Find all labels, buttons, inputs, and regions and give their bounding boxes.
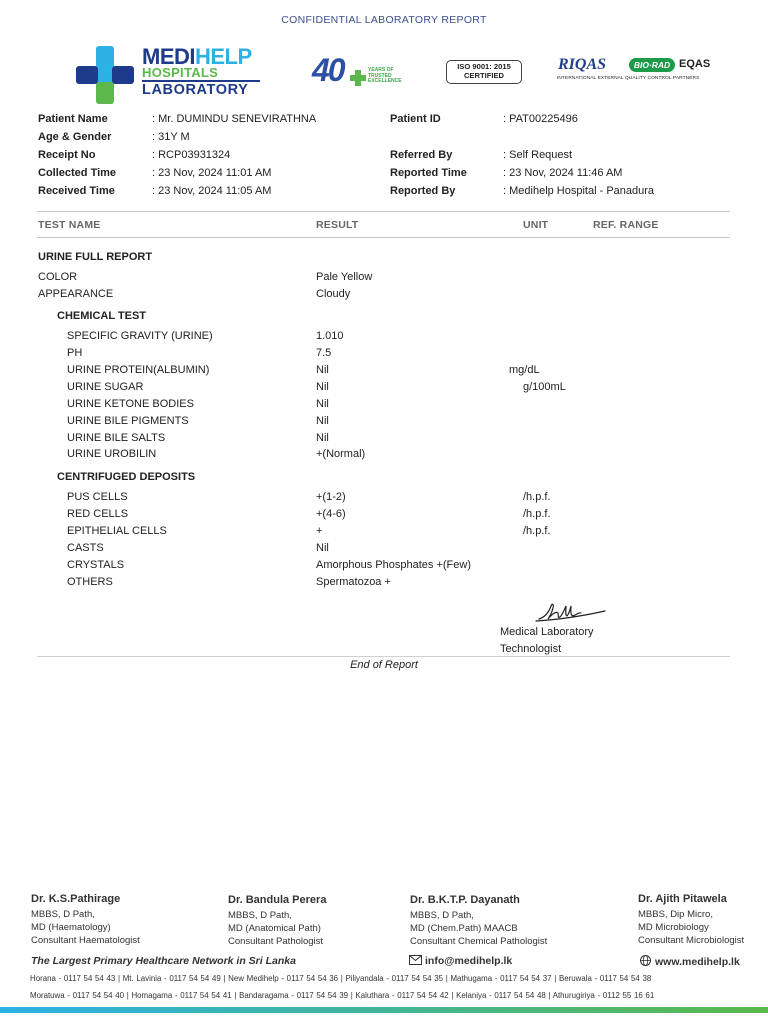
doctor-title: Consultant Chemical Pathologist (410, 936, 548, 947)
chemical-test-title: CHEMICAL TEST (57, 310, 147, 322)
test-unit: /h.p.f. (523, 525, 551, 537)
test-unit: mg/dL (509, 364, 540, 376)
received-time-label: Received Time (38, 185, 115, 197)
patient-name: : Mr. DUMINDU SENEVIRATHNA (152, 113, 317, 125)
signature-title-line1: Medical Laboratory (500, 626, 594, 638)
col-result: RESULT (316, 219, 359, 231)
age-gender: : 31Y M (152, 131, 190, 143)
test-result: +(4-6) (316, 508, 346, 520)
eqas-logo: EQAS (679, 58, 711, 70)
referred-by: : Self Request (503, 149, 573, 161)
mail-icon (409, 955, 422, 965)
branches-row-1: Horana - 0117 54 54 43 | Mt. Lavinia - 0117 54 54 49 | New Medihelp - 0117 54 54 36 | Piliyandala - 0117 54 54 35 | Mathugama - 0117 54 54 37 | Beruwala - 0117 54 54 38 (30, 974, 652, 983)
footer-website[interactable]: www.medihelp.lk (640, 955, 740, 968)
anniversary-number: 40 (312, 52, 344, 88)
receipt-label: Receipt No (38, 149, 96, 161)
footer-color-bar (0, 1007, 768, 1013)
test-name: PUS CELLS (67, 491, 128, 503)
test-name: URINE KETONE BODIES (67, 398, 194, 410)
doctor-title: Consultant Haematologist (31, 935, 140, 946)
reported-by: : Medihelp Hospital - Panadura (503, 185, 655, 197)
col-unit: UNIT (523, 219, 549, 231)
test-name: URINE PROTEIN(ALBUMIN) (67, 364, 210, 376)
patient-id-label: Patient ID (390, 113, 441, 125)
age-gender-label: Age & Gender (38, 131, 112, 143)
doctor-title: Consultant Microbiologist (638, 935, 745, 946)
referred-by-label: Referred By (390, 149, 453, 161)
patient-id: : PAT00225496 (503, 113, 578, 125)
anniversary-text: YEARS OF TRUSTED EXCELLENCE (368, 67, 402, 84)
doctor-title: Consultant Pathologist (228, 936, 324, 947)
doctor-card (410, 894, 547, 948)
branches-row-2: Moratuwa - 0117 54 54 40 | Homagama - 0117 54 54 41 | Bandaragama - 0117 54 54 39 | Kaluthara - 0117 54 54 42 | Kelaniya - 0117 54 54 48 | Athurugiriya - 0112 55 16 61 (30, 991, 655, 1000)
test-result: Amorphous Phosphates +(Few) (316, 559, 471, 571)
test-result: 1.010 (316, 330, 344, 342)
test-result: Nil (316, 398, 329, 410)
test-result: Nil (316, 364, 329, 376)
doctor-qual: MD (Anatomical Path) (228, 923, 321, 934)
test-result: Cloudy (316, 288, 351, 300)
test-result: +(Normal) (316, 448, 366, 460)
reported-by-label: Reported By (390, 185, 456, 197)
test-name: APPEARANCE (38, 288, 114, 300)
test-result: Spermatozoa + (316, 576, 391, 588)
brand-hospitals: HOSPITALS (142, 65, 219, 80)
test-name: RED CELLS (67, 508, 129, 520)
test-unit: /h.p.f. (523, 508, 551, 520)
doctor-name: Dr. Ajith Pitawela (638, 893, 727, 905)
doctor-qual: MD (Haematology) (31, 922, 111, 933)
report-section-title: URINE FULL REPORT (38, 251, 153, 263)
riqas-logo: RIQAS (558, 56, 607, 73)
footer-tagline: The Largest Primary Healthcare Network in Sri Lanka (31, 955, 296, 967)
brand-laboratory: LABORATORY (142, 82, 249, 98)
collected-time-label: Collected Time (38, 167, 117, 179)
test-name: SPECIFIC GRAVITY (URINE) (67, 330, 213, 342)
plus-icon (350, 70, 366, 86)
test-result: 7.5 (316, 347, 332, 359)
test-name: EPITHELIAL CELLS (67, 525, 167, 537)
test-name: URINE SUGAR (67, 381, 144, 393)
table-header-rule (37, 237, 730, 238)
end-of-report: End of Report (350, 659, 418, 671)
test-name: URINE BILE PIGMENTS (67, 415, 189, 427)
test-unit: /h.p.f. (523, 491, 551, 503)
test-result: Nil (316, 381, 329, 393)
doctor-qual: MBBS, Dip Micro, (638, 909, 713, 920)
iso-certified-badge: ISO 9001: 2015 CERTIFIED (446, 60, 522, 84)
biorad-logo: BIO·RAD (629, 58, 675, 72)
test-result: Nil (316, 432, 329, 444)
doctor-qual: MBBS, D Path, (410, 910, 474, 921)
test-result: +(1-2) (316, 491, 346, 503)
test-result: Nil (316, 542, 329, 554)
test-result: + (316, 525, 323, 537)
signature-title-line2: Technologist (500, 643, 562, 655)
doctor-name: Dr. Bandula Perera (228, 894, 327, 906)
test-unit: g/100mL (523, 381, 566, 393)
received-time: : 23 Nov, 2024 11:05 AM (152, 185, 272, 197)
test-result: Pale Yellow (316, 271, 373, 283)
test-result: Nil (316, 415, 329, 427)
doctor-qual: MBBS, D Path, (31, 909, 95, 920)
test-name: CASTS (67, 542, 104, 554)
technologist-signature (533, 600, 607, 624)
doctor-qual: MD (Chem.Path) MAACB (410, 923, 518, 934)
doctor-card (638, 893, 744, 947)
col-test-name: TEST NAME (38, 219, 101, 231)
test-name: CRYSTALS (67, 559, 125, 571)
centrifuged-deposits-title: CENTRIFUGED DEPOSITS (57, 471, 196, 483)
doctor-card (31, 893, 140, 947)
doctor-name: Dr. B.K.T.P. Dayanath (410, 894, 520, 906)
doctor-qual: MBBS, D Path, (228, 910, 292, 921)
collected-time: : 23 Nov, 2024 11:01 AM (152, 167, 272, 179)
table-top-rule (37, 211, 730, 212)
doctor-name: Dr. K.S.Pathirage (31, 893, 121, 905)
receipt-no: : RCP03931324 (152, 149, 231, 161)
reported-time: : 23 Nov, 2024 11:46 AM (503, 167, 623, 179)
test-name: PH (67, 347, 83, 359)
footer-email[interactable]: info@medihelp.lk (409, 955, 512, 967)
report-title: CONFIDENTIAL LABORATORY REPORT (281, 14, 487, 26)
intl-partners-text: INTERNATIONAL EXTERNAL QUALITY CONTROL PARTNERS (557, 76, 700, 81)
test-name: COLOR (38, 271, 78, 283)
patient-name-label: Patient Name (38, 113, 108, 125)
doctor-card (228, 894, 326, 948)
end-rule (37, 656, 730, 657)
globe-icon (640, 955, 651, 966)
reported-time-label: Reported Time (390, 167, 467, 179)
medihelp-cross-logo (76, 46, 134, 104)
doctor-qual: MD Microbiology (638, 922, 709, 933)
test-name: URINE UROBILIN (67, 448, 157, 460)
test-name: OTHERS (67, 576, 113, 588)
brand-name: MEDIHELP (142, 44, 252, 69)
col-ref-range: REF. RANGE (593, 219, 659, 231)
test-name: URINE BILE SALTS (67, 432, 166, 444)
